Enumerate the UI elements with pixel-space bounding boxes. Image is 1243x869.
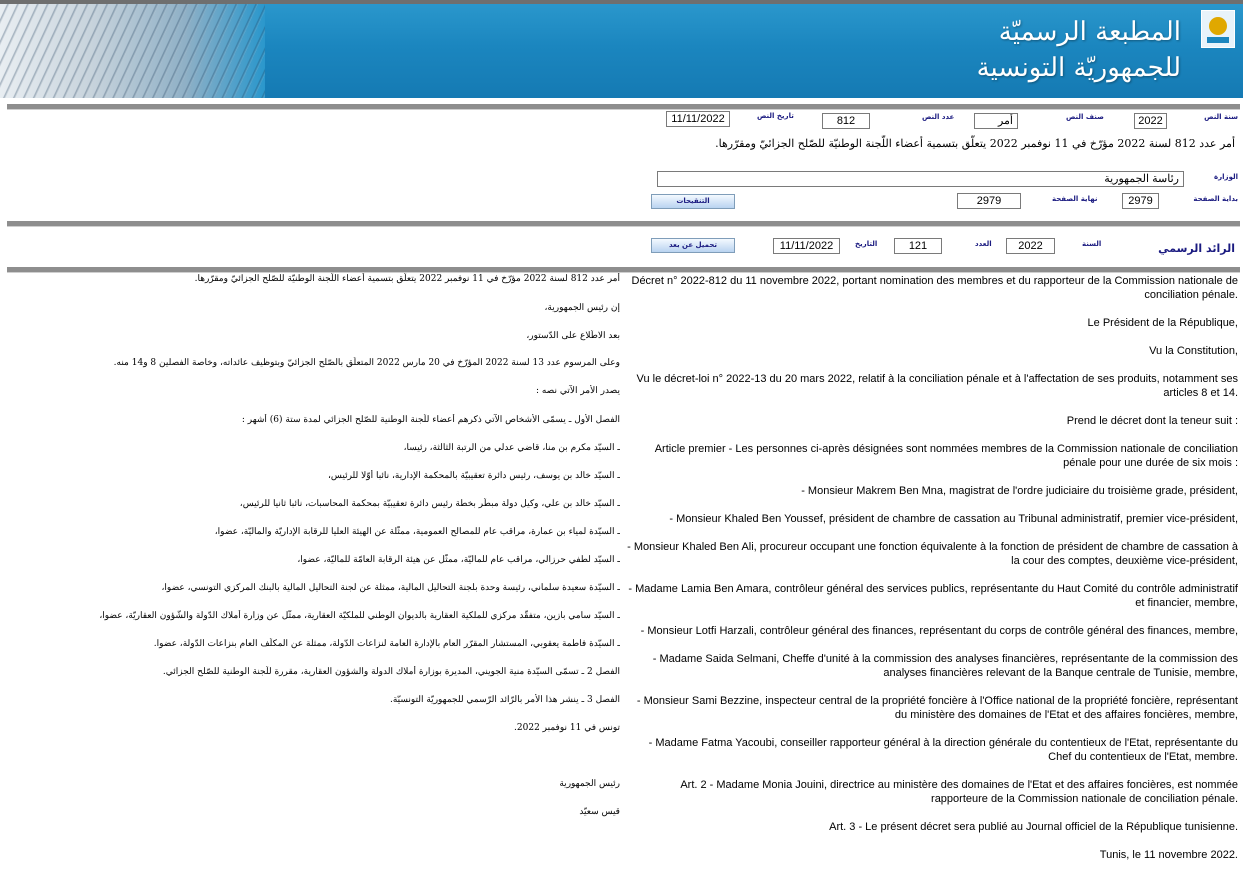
arabic-paragraph: إن رئيس الجمهورية، xyxy=(544,303,620,313)
download-button[interactable]: تحميل عن بعد xyxy=(651,238,735,253)
arabic-paragraph: ـ السيّد خالد بن يوسف، رئيس دائرة تعقيبيّة بالمحكمة الإدارية، نائبا أوّلا للرئيس، xyxy=(327,471,620,481)
arabic-paragraph: الفصل 3 ـ ينشر هذا الأمر بالرّائد الرّسمي للجمهوريّة التونسيّة. xyxy=(389,695,620,705)
logo-icon[interactable] xyxy=(1201,10,1235,48)
ministry-label: الوزارة xyxy=(1213,173,1238,181)
journal-number-label: العدد xyxy=(975,240,992,248)
french-paragraph: - Monsieur Sami Bezzine, inspecteur central de la propriété foncière à l'Office national de la propriété foncière, représentant du ministère des domaines de l'Etat et des affaires foncières, membre, xyxy=(636,695,1238,721)
arabic-paragraph: رئيس الجمهورية xyxy=(559,779,620,789)
french-paragraph: - Monsieur Makrem Ben Mna, magistrat de l'ordre judiciaire du troisième grade, président, xyxy=(801,485,1238,497)
french-paragraph: - Monsieur Khaled Ben Ali, procureur occupant une fonction équivalente à la fonction de président de chambre de cassation à la cour des comptes, deuxième vice-président, xyxy=(627,541,1238,567)
end-page-label: نهاية الصفحة xyxy=(1052,195,1098,203)
journal-label: الرائد الرسمي xyxy=(1158,242,1235,255)
arabic-paragraph: ـ السيّد لطفي حرزالي، مراقب عام للماليّة، ممثّل عن هيئة الرقابة العامّة للماليّة، عضوا، xyxy=(297,555,620,565)
journal-date-field[interactable]: 11/11/2022 xyxy=(773,238,840,254)
journal-date-label: التاريخ xyxy=(855,240,878,248)
divider xyxy=(7,221,1240,227)
end-page-field[interactable]: 2979 xyxy=(957,193,1021,209)
french-paragraph: Décret n° 2022-812 du 11 novembre 2022, portant nomination des membres et du rapporteur de la Commission nationale de conciliation pénale. xyxy=(631,275,1238,301)
arabic-paragraph: ـ السيّدة لمياء بن عمارة، مراقب عام للمصالح العمومية، ممثّلة عن الهيئة العليا للرقابة الإداريّة والماليّة، عضوا، xyxy=(214,527,620,537)
text-title: أمر عدد 812 لسنة 2022 مؤرّخ في 11 نوفمبر 2022 يتعلّق بتسمية أعضاء اللّجنة الوطنيّة للصّلح الجزائيّ ومقرّرها. xyxy=(715,137,1235,150)
journal-year-label: السنة xyxy=(1082,240,1102,248)
number-field[interactable]: 812 xyxy=(822,113,870,129)
type-field[interactable]: أمر xyxy=(974,113,1018,129)
french-paragraph: Le Président de la République, xyxy=(1087,317,1238,329)
french-paragraph: - Monsieur Khaled Ben Youssef, président de chambre de cassation au Tribunal administratif, premier vice-président, xyxy=(669,513,1238,525)
type-label: صنف النص xyxy=(1066,113,1104,121)
french-paragraph: - Madame Fatma Yacoubi, conseiller rapporteur général à la direction générale du contentieux de l'Etat, représentante du Chef du contentieux de l'Etat, membre. xyxy=(648,737,1238,763)
journal-number-field[interactable]: 121 xyxy=(894,238,942,254)
date-field[interactable]: 11/11/2022 xyxy=(666,111,730,127)
arabic-paragraph: ـ السيّد سامي بازين، متفقّد مركزي للملكية العقارية بالديوان الوطني للملكيّة العقارية، ممثّل عن وزارة أملاك الدّولة والشّؤون العقاريّة، عضوا، xyxy=(99,611,620,621)
start-page-field[interactable]: 2979 xyxy=(1122,193,1159,209)
french-paragraph: Tunis, le 11 novembre 2022. xyxy=(1099,849,1238,861)
year-label: سنة النص xyxy=(1204,113,1238,121)
site-title-line1: المطبعة الرسميّة xyxy=(998,17,1181,47)
french-paragraph: Vu le décret-loi n° 2022-13 du 20 mars 2022, relatif à la conciliation pénale et à l'affectation de ses produits, notamment ses articles 8 et 14. xyxy=(636,373,1238,399)
arabic-paragraph: ـ السيّد مكرم بن منا، قاضي عدلي من الرتبة الثالثة، رئيسا، xyxy=(403,443,620,453)
french-paragraph: Article premier - Les personnes ci-après désignées sont nommées membres de la Commission nationale de conciliation pénale pour une durée de six mois : xyxy=(654,443,1238,469)
start-page-label: بداية الصفحة xyxy=(1193,195,1238,203)
arabic-paragraph: ـ السيّدة فاطمة يعقوبي، المستشار المقرّر العام بالإدارة العامة لنزاعات الدّولة، ممثلة عن المكلّف العام بنزاعات الدّولة، عضوا. xyxy=(153,639,620,649)
site-title xyxy=(977,14,1181,86)
arabic-paragraph: تونس في 11 نوفمبر 2022. xyxy=(514,723,620,733)
french-paragraph: Art. 2 - Madame Monia Jouini, directrice au ministère des domaines de l'Etat et des affaires foncières, est nommée rapporteure de la Commission nationale de conciliation pénale. xyxy=(680,779,1238,805)
french-paragraph: Vu la Constitution, xyxy=(1149,345,1238,357)
journal-year-field[interactable]: 2022 xyxy=(1006,238,1055,254)
divider xyxy=(7,104,1240,110)
arabic-paragraph: أمر عدد 812 لسنة 2022 مؤرّخ في 11 نوفمبر 2022 يتعلّق بتسمية أعضاء اللّجنة الوطنيّة للصّلح الجزائيّ ومقرّرها. xyxy=(194,274,620,284)
arabic-paragraph: يصدر الأمر الآتي نصه : xyxy=(535,386,620,396)
banner-photo xyxy=(0,4,265,98)
revisions-button[interactable]: التنقيحات xyxy=(651,194,735,209)
arabic-paragraph: وعلى المرسوم عدد 13 لسنة 2022 المؤرّخ في 20 مارس 2022 المتعلّق بالصّلح الجزائيّ وبتوظيف عائداته، وخاصة الفصلين 8 و14 منه. xyxy=(113,358,620,368)
french-paragraph: Art. 3 - Le présent décret sera publié au Journal officiel de la République tunisienne. xyxy=(829,821,1238,833)
arabic-paragraph: ـ السيّدة سعيدة سلماني، رئيسة وحدة بلجنة التحاليل المالية، ممثلة عن لجنة التحاليل المالية بالبنك المركزي التونسي، عضوا، xyxy=(161,583,620,593)
arabic-paragraph: ـ السيّد خالد بن علي، وكيل دولة مبطّر بخطة رئيس دائرة تعقيبيّة بمحكمة المحاسبات، نائبا ثانيا للرئيس، xyxy=(239,499,620,509)
arabic-paragraph: قيس سعيّد xyxy=(579,807,620,817)
french-paragraph: - Madame Lamia Ben Amara, contrôleur général des services publics, représentante du Haut Comité du contrôle administratif et financier, membre, xyxy=(628,583,1238,609)
number-label: عدد النص xyxy=(922,113,955,121)
arabic-paragraph: الفصل الأول ـ يسمّى الأشخاص الآتي ذكرهم أعضاء للّجنة الوطنية للصّلح الجزائي لمدة ستة (6) أشهر : xyxy=(241,415,620,425)
year-field[interactable]: 2022 xyxy=(1134,113,1167,129)
date-label: تاريخ النص xyxy=(757,112,794,120)
french-paragraph: Prend le décret dont la teneur suit : xyxy=(1066,415,1238,427)
site-banner xyxy=(0,0,1243,98)
ministry-field[interactable]: رئاسة الجمهورية xyxy=(657,171,1184,187)
french-paragraph: - Monsieur Lotfi Harzali, contrôleur général des finances, représentant du corps de contrôle général des finances, membre, xyxy=(640,625,1238,637)
french-paragraph: - Madame Saida Selmani, Cheffe d'unité à la commission des analyses financières, représentante de la commission des analyses financières relevant de la Banque centrale de Tunisie, membre, xyxy=(652,653,1238,679)
arabic-paragraph: الفصل 2 ـ تسمّى السيّدة منية الجويني، المديرة بوزارة أملاك الدولة والشؤون العقارية، مقررة للّجنة الوطنية للصّلح الجزائي. xyxy=(162,667,620,677)
arabic-paragraph: بعد الاطّلاع على الدّستور، xyxy=(526,331,620,341)
site-title-line2: للجمهوريّة التونسية xyxy=(976,53,1181,83)
